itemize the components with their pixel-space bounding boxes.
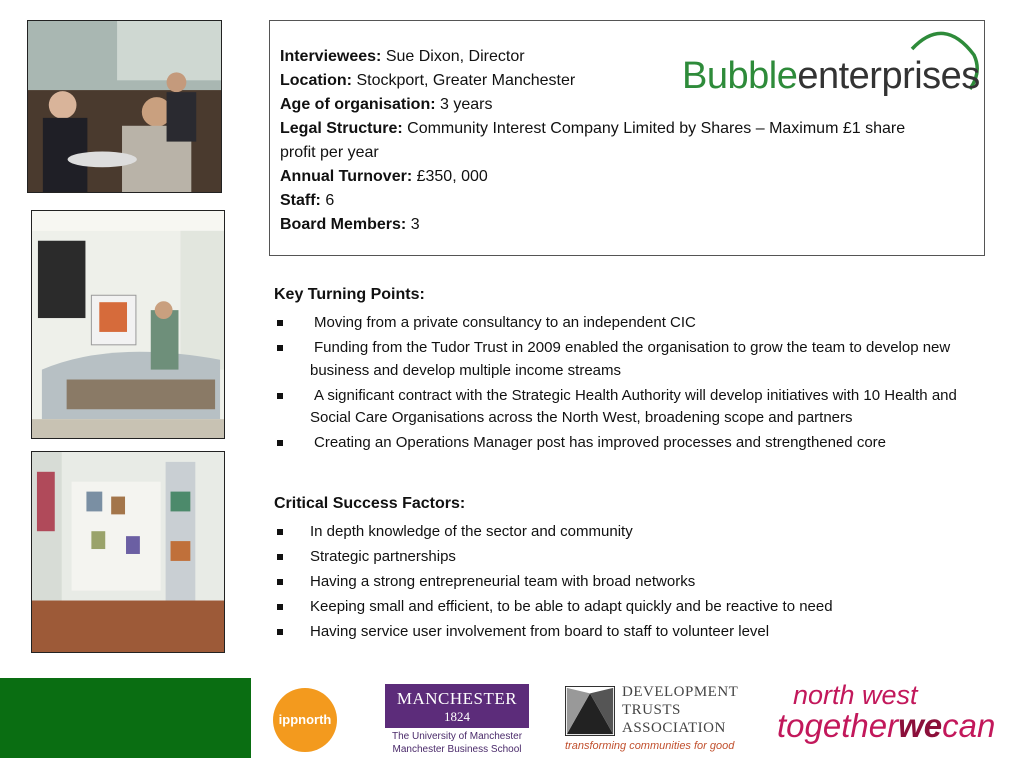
dta-line2: TRUSTS — [622, 702, 681, 718]
manchester-subtitle: The University of Manchester Manchester Business School — [391, 731, 523, 755]
age-value: 3 years — [435, 96, 493, 113]
bullet-icon — [277, 440, 283, 446]
interviewees-label: Interviewees: — [280, 48, 382, 65]
age-label: Age of organisation: — [280, 96, 436, 113]
list-item: In depth knowledge of the sector and community — [274, 521, 994, 544]
manchester-name: MANCHESTER — [396, 689, 518, 708]
cafe-photo-people — [27, 20, 222, 193]
manchester-university-logo — [385, 684, 529, 756]
list-item: A significant contract with the Strategic Health Authority will develop initiatives with 10 Health and Social Care Organisations across the North West, broadening scope and partners — [274, 385, 994, 430]
legal-structure-label: Legal Structure: — [280, 120, 403, 137]
interviewees-value: Sue Dixon, Director — [381, 48, 525, 65]
development-trusts-association-logo — [563, 684, 753, 756]
key-turning-points-section — [274, 284, 994, 457]
location-value: Stockport, Greater Manchester — [352, 72, 576, 89]
dta-tagline: transforming communities for good — [565, 740, 735, 752]
staff-line — [280, 189, 974, 213]
critical-success-factors-section — [274, 493, 994, 646]
nw-line1: north west — [793, 680, 918, 710]
bubble-enterprises-logo — [682, 27, 982, 107]
critical-success-factors-list — [274, 521, 994, 644]
logo-text-bubble: Bubble — [682, 55, 798, 97]
ippnorth-logo — [270, 684, 340, 754]
footer-green-bar — [0, 678, 251, 758]
dta-line3: ASSOCIATION — [622, 720, 726, 736]
logo-text-enterprises: enterprises — [797, 55, 980, 97]
dta-line1: DEVELOPMENT — [622, 684, 739, 700]
turnover-value: £350, 000 — [412, 168, 488, 185]
board-value: 3 — [406, 216, 420, 233]
bullet-icon — [277, 345, 283, 351]
nw-line2: togetherwecan — [777, 707, 996, 744]
manchester-crest-block — [385, 684, 529, 728]
bullet-icon — [277, 629, 283, 635]
staff-label: Staff: — [280, 192, 321, 209]
board-label: Board Members: — [280, 216, 407, 233]
dta-emblem-icon — [565, 686, 615, 736]
north-west-together-we-can-logo — [775, 680, 1011, 760]
bullet-icon — [277, 579, 283, 585]
manchester-year: 1824 — [444, 709, 470, 724]
shop-display-photo — [31, 451, 225, 653]
bullet-icon — [277, 393, 283, 399]
critical-success-factors-heading: Critical Success Factors: — [274, 495, 466, 512]
location-label: Location: — [280, 72, 352, 89]
list-item: Having service user involvement from board to staff to volunteer level — [274, 621, 994, 644]
list-item: Creating an Operations Manager post has improved processes and strengthened core — [274, 432, 994, 455]
bullet-icon — [277, 529, 283, 535]
ippnorth-logo-text: ippnorth — [278, 712, 332, 727]
bullet-icon — [277, 554, 283, 560]
list-item: Having a strong entrepreneurial team with broad networks — [274, 571, 994, 594]
board-line — [280, 213, 974, 237]
turnover-line — [280, 165, 974, 189]
turnover-label: Annual Turnover: — [280, 168, 413, 185]
organisation-profile-box — [269, 20, 985, 256]
list-item: Moving from a private consultancy to an independent CIC — [274, 312, 994, 335]
staff-value: 6 — [320, 192, 335, 209]
key-turning-points-list — [274, 312, 994, 455]
key-turning-points-heading: Key Turning Points: — [274, 286, 425, 303]
list-item: Keeping small and efficient, to be able to adapt quickly and be reactive to need — [274, 596, 994, 619]
legal-structure-value: Community Interest Company Limited by Shares – Maximum £1 share profit per year — [280, 120, 906, 161]
bullet-icon — [277, 604, 283, 610]
legal-structure-line — [280, 117, 940, 165]
list-item: Funding from the Tudor Trust in 2009 enabled the organisation to grow the team to develop new business and develop multiple income streams — [274, 337, 994, 382]
cafe-counter-photo — [31, 210, 225, 439]
bullet-icon — [277, 320, 283, 326]
list-item: Strategic partnerships — [274, 546, 994, 569]
